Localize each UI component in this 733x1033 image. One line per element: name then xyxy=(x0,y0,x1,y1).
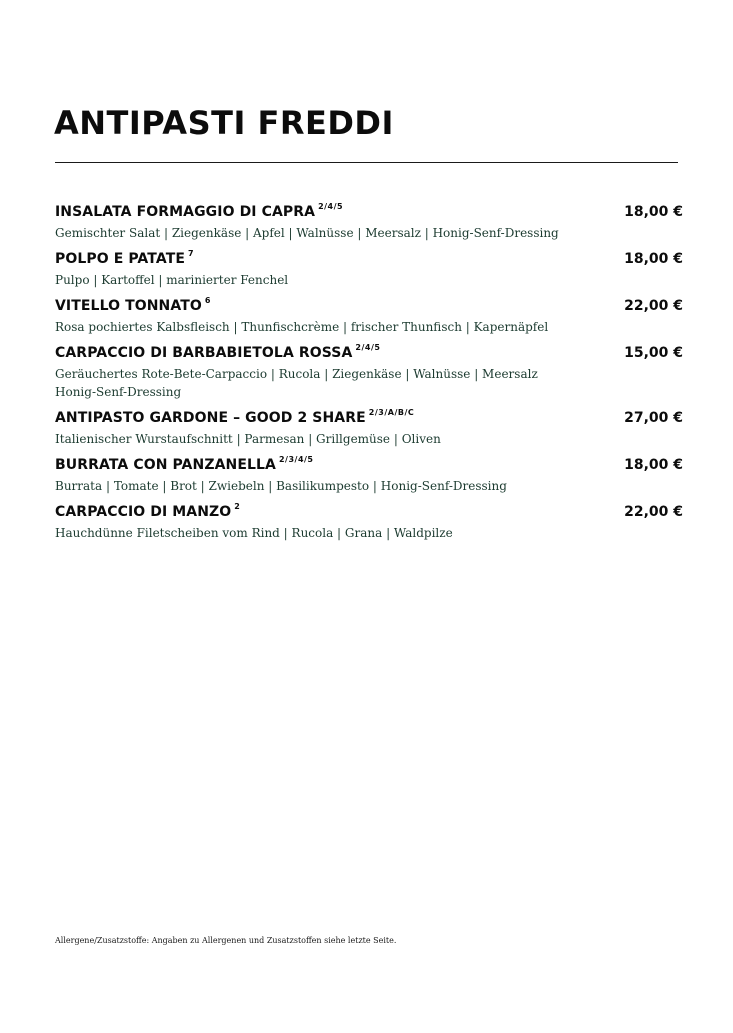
allergen-codes: 2/4/5 xyxy=(355,343,381,353)
menu-item-price: 15,00 € xyxy=(624,345,683,361)
allergen-footnote: Allergene/Zusatzstoffe: Angaben zu Allergenen und Zusatzstoffen siehe letzte Seite. xyxy=(55,936,397,945)
menu-item-name: POLPO E PATATE $^7$ xyxy=(55,249,195,267)
menu-item-price: 18,00 € xyxy=(624,457,683,473)
menu-item-name: BURRATA CON PANZANELLA $^{2/3/4/5}$ xyxy=(55,455,314,473)
menu-item-description: Hauchdünne Filetscheiben vom Rind | Rucola | Grana | Waldpilze xyxy=(55,526,453,540)
menu-item xyxy=(55,504,685,542)
menu-item-name: INSALATA FORMAGGIO DI CAPRA $^{2/4/5}$ xyxy=(55,202,344,220)
menu-item-description: Pulpo | Kartoffel | marinierter Fenchel xyxy=(55,273,289,287)
menu-item-price: 27,00 € xyxy=(624,410,683,426)
allergen-codes: 7 xyxy=(188,249,195,259)
allergen-codes: 2/3/A/B/C xyxy=(368,408,415,418)
allergen-codes: 2/3/4/5 xyxy=(278,455,314,465)
menu-item-name: CARPACCIO DI MANZO $^2$ xyxy=(55,502,241,520)
menu-item-description: Burrata | Tomate | Brot | Zwiebeln | Basilikumpesto | Honig-Senf-Dressing xyxy=(55,479,507,493)
title-divider xyxy=(55,162,678,163)
menu-item-price: 22,00 € xyxy=(624,504,683,520)
menu-item xyxy=(55,410,685,448)
menu-item xyxy=(55,251,685,289)
menu-item-description: Gemischter Salat | Ziegenkäse | Apfel | Walnüsse | Meersalz | Honig-Senf-Dressing xyxy=(55,226,559,240)
menu-item-name: VITELLO TONNATO $^6$ xyxy=(55,296,211,314)
menu-item-price: 22,00 € xyxy=(624,298,683,314)
menu-item-price: 18,00 € xyxy=(624,251,683,267)
allergen-codes: 2 xyxy=(234,502,241,512)
menu-item xyxy=(55,345,685,401)
menu-item xyxy=(55,298,685,336)
menu-item-description: Geräuchertes Rote-Bete-Carpaccio | Rucola | Ziegenkäse | Walnüsse | Meersalz Honig-Senf-Dressing xyxy=(55,367,538,399)
page-title: ANTIPASTI FREDDI xyxy=(54,104,394,142)
menu-item xyxy=(55,204,685,242)
menu-item-name: ANTIPASTO GARDONE – GOOD 2 SHARE $^{2/3/A/B/C}$ xyxy=(55,408,415,426)
menu-item-description: Italienischer Wurstaufschnitt | Parmesan | Grillgemüse | Oliven xyxy=(55,432,441,446)
allergen-codes: 2/4/5 xyxy=(318,202,344,212)
menu-item xyxy=(55,457,685,495)
menu-item-name: CARPACCIO DI BARBABIETOLA ROSSA $^{2/4/5}$ xyxy=(55,343,381,361)
menu-item-price: 18,00 € xyxy=(624,204,683,220)
menu-item-description: Rosa pochiertes Kalbsfleisch | Thunfischcrème | frischer Thunfisch | Kapernäpfel xyxy=(55,320,549,334)
allergen-codes: 6 xyxy=(204,296,211,306)
